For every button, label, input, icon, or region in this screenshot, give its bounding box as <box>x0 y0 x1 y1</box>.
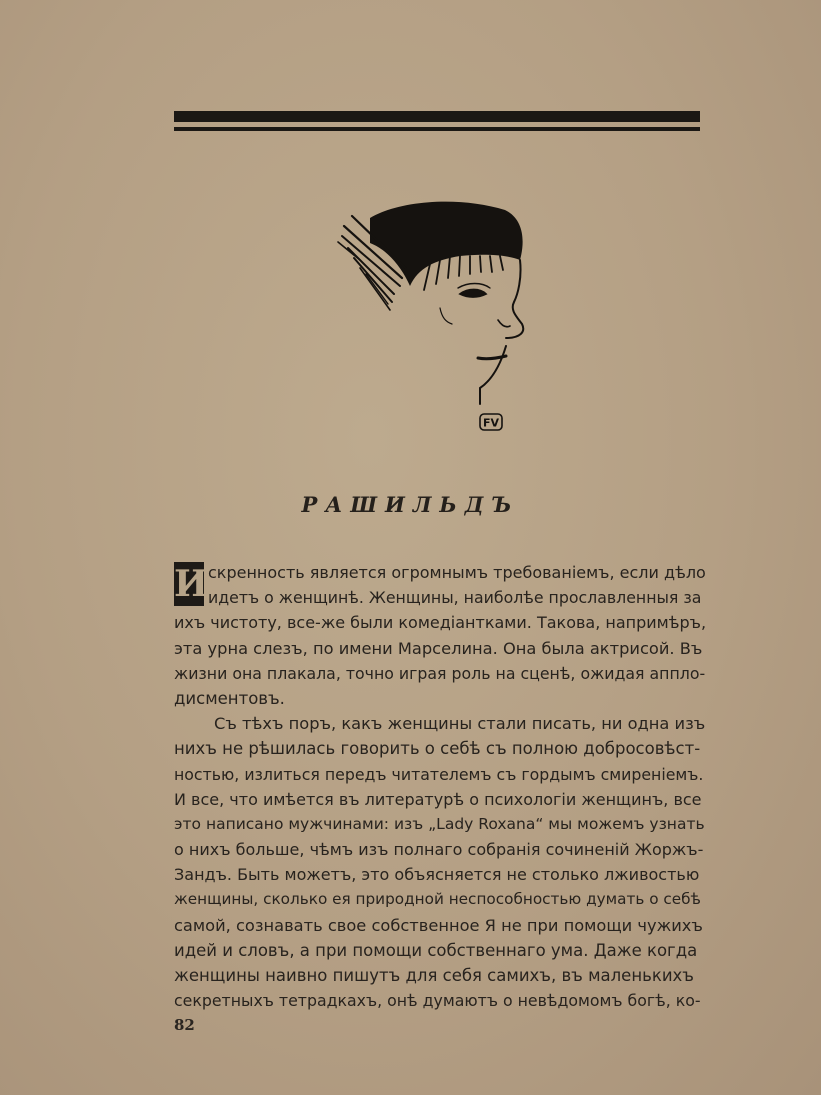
text-line: ностью, излиться передъ читателемъ съ гордымъ смиреніемъ. <box>174 764 704 784</box>
text-line: нихъ не рѣшилась говорить о себѣ съ полною добросовѣст- <box>174 739 701 759</box>
text-line: Зандъ. Быть можетъ, это объясняется не столько лживостью <box>174 865 700 885</box>
page-number: 82 <box>174 1016 195 1034</box>
header-rule-thick <box>174 111 700 122</box>
text-line: ихъ чистоту, все-же были комедіантками. Такова, напримѣръ, <box>174 613 706 633</box>
text-line: жизни она плакала, точно играя роль на сценѣ, ожидая аппло- <box>174 663 706 683</box>
text-line: о нихъ больше, чѣмъ изъ полнаго собранія сочиненій Жоржъ- <box>174 840 704 860</box>
text-line: скренность является огромнымъ требованіемъ, если дѣло <box>208 563 706 582</box>
text-line: эта урна слезъ, по имени Марселина. Она была актрисой. Въ <box>174 638 703 658</box>
paragraph-1 <box>174 560 706 711</box>
text-line: дисментовъ. <box>174 688 285 708</box>
body-text <box>174 560 706 1013</box>
header-rule-thin <box>174 127 700 131</box>
svg-text:FV: FV <box>482 416 500 430</box>
text-line: женщины, сколько ея природной неспособностью думать о себѣ <box>174 890 701 909</box>
text-line: самой, сознавать свое собственное Я не при помощи чужихъ <box>174 915 703 935</box>
text-line: идетъ о женщинѣ. Женщины, наиболѣе прославленныя за <box>208 588 702 608</box>
drop-cap: И <box>174 563 209 605</box>
paragraph-2 <box>174 711 706 1013</box>
chapter-title: РАШИЛЬДЪ <box>301 492 520 517</box>
text-line: это написано мужчинами: изъ „Lady Roxana“ мы можемъ узнать <box>174 814 705 833</box>
monogram-stamp <box>480 414 502 430</box>
text-line: секретныхъ тетрадкахъ, онѣ думаютъ о невѣдомомъ богѣ, ко- <box>174 991 701 1011</box>
text-line: Съ тѣхъ поръ, какъ женщины стали писать, ни одна изъ <box>214 714 706 734</box>
text-line: женщины наивно пишутъ для себя самихъ, въ маленькихъ <box>174 966 694 985</box>
text-line: идей и словъ, а при помощи собственнаго ума. Даже когда <box>174 940 698 960</box>
portrait-illustration <box>330 198 540 438</box>
text-line: И все, что имѣется въ литературѣ о психологіи женщинъ, все <box>174 789 702 809</box>
